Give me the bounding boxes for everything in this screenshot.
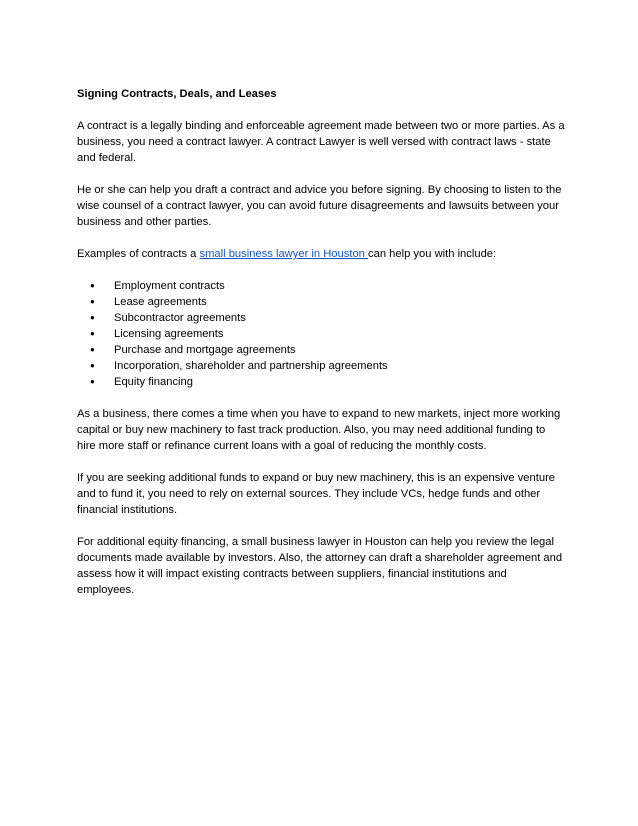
bullet-icon: ● — [90, 281, 95, 290]
list-item — [77, 374, 565, 390]
bullet-icon: ● — [90, 329, 95, 338]
list-item — [77, 342, 565, 358]
list-item — [77, 310, 565, 326]
list-item-text: Subcontractor agreements — [114, 312, 246, 324]
bullet-icon: ● — [90, 377, 95, 386]
list-item — [77, 278, 565, 294]
small-business-lawyer-link[interactable]: small business lawyer in Houston — [199, 248, 369, 260]
section-heading: Signing Contracts, Deals, and Leases — [77, 88, 277, 100]
paragraph-examples-intro — [77, 246, 565, 262]
paragraph-business-expansion: As a business, there comes a time when you have to expand to new markets, inject more working capital or buy new machinery to fast track production. Also, you may need additional funding to hire more staff or refinance current loans with a goal of reducing the monthly costs. — [77, 408, 561, 452]
bullet-icon: ● — [90, 297, 95, 306]
paragraph-additional-funds: If you are seeking additional funds to expand or buy new machinery, this is an expensive venture and to fund it, you need to rely on external sources. They include VCs, hedge funds and other financial institutions. — [77, 472, 556, 516]
list-item — [77, 326, 565, 342]
list-item-text: Equity financing — [114, 376, 193, 388]
document-body — [77, 86, 565, 614]
list-item-text: Employment contracts — [114, 280, 225, 292]
list-item-text: Purchase and mortgage agreements — [114, 344, 296, 356]
examples-intro-text: Examples of contracts a — [77, 248, 200, 260]
paragraph-contract-definition: A contract is a legally binding and enforceable agreement made between two or more parties. As a business, you need a contract lawyer. A contract Lawyer is well versed with contract laws - state and federal. — [77, 120, 565, 164]
bullet-icon: ● — [90, 361, 95, 370]
list-item-text: Lease agreements — [114, 296, 207, 308]
paragraph-lawyer-help: He or she can help you draft a contract and advice you before signing. By choosing to listen to the wise counsel of a contract lawyer, you can avoid future disagreements and lawsuits between your business and other parties. — [77, 184, 562, 228]
bullet-icon: ● — [90, 313, 95, 322]
list-item — [77, 294, 565, 310]
list-item-text: Incorporation, shareholder and partnership agreements — [114, 360, 388, 372]
bullet-icon: ● — [90, 345, 95, 354]
contract-types-list — [77, 278, 565, 390]
list-item-text: Licensing agreements — [114, 328, 224, 340]
paragraph-equity-financing: For additional equity financing, a small business lawyer in Houston can help you review the legal documents made available by investors. Also, the attorney can draft a shareholder agreement and assess how it will impact existing contracts between suppliers, financial institutions and employees. — [77, 536, 563, 596]
examples-intro-suffix: can help you with include: — [368, 248, 497, 260]
list-item — [77, 358, 565, 374]
